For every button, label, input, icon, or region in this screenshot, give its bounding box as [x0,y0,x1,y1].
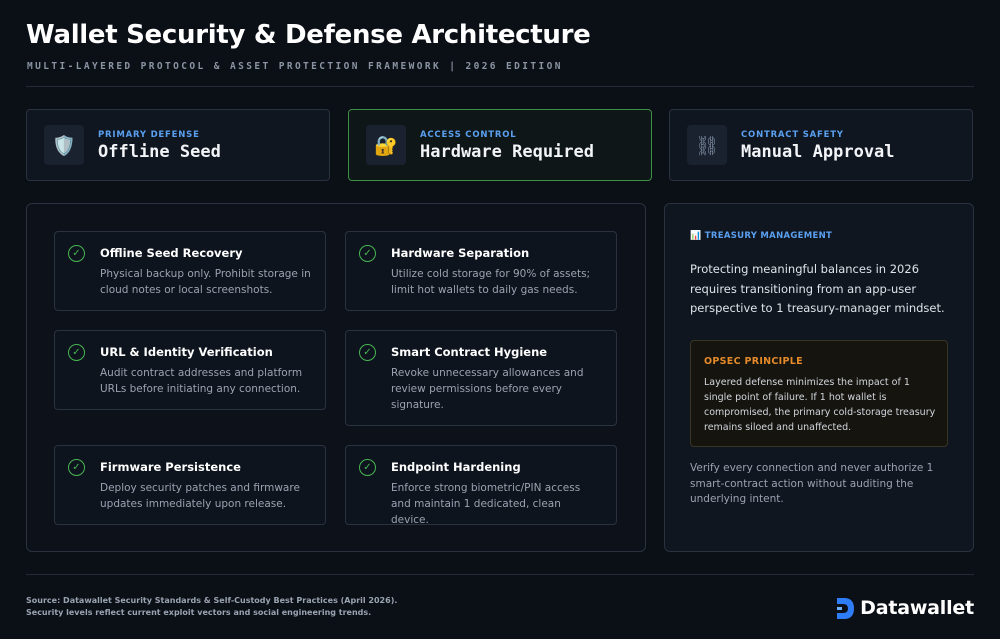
checklist-item-title: Offline Seed Recovery [100,246,243,260]
checklist-item-desc: Revoke unnecessary allowances and review permissions before every signature. [391,367,584,411]
opsec-box [690,340,948,447]
checklist-item [54,231,326,311]
chain-icon: ⛓ [687,125,727,165]
card-label: ACCESS CONTROL [420,130,517,140]
footer-divider [26,574,974,575]
card-label: CONTRACT SAFETY [741,130,844,140]
check-circle-icon: ✓ [68,245,85,262]
page-title: Wallet Security & Defense Architecture [26,20,591,50]
check-circle-icon: ✓ [359,344,376,361]
card-value: Hardware Required [420,142,594,162]
card-value: Offline Seed [98,142,221,162]
treasury-panel [664,203,974,552]
checklist-item-title: Endpoint Hardening [391,460,521,474]
card-access-control [348,109,652,181]
card-contract-safety [669,109,973,181]
shield-icon: 🛡️ [44,125,84,165]
check-circle-icon: ✓ [359,245,376,262]
card-value: Manual Approval [741,142,895,162]
checklist-item-desc: Audit contract addresses and platform URLs before initiating any connection. [100,367,303,395]
treasury-label [690,231,832,241]
checklist-item-title: Firmware Persistence [100,460,241,474]
checklist-item [345,231,617,311]
source-note [26,595,397,619]
opsec-title: OPSEC PRINCIPLE [704,356,803,367]
checklist-item-desc: Deploy security patches and firmware updates immediately upon release. [100,482,300,510]
source-line: Source: Datawallet Security Standards & Self-Custody Best Practices (April 2026). [26,596,398,605]
checklist-item-title: Hardware Separation [391,246,530,260]
card-label: PRIMARY DEFENSE [98,130,200,140]
treasury-footer: Verify every connection and never authorize 1 smart-contract action without auditing the underlying intent. [690,462,934,505]
check-circle-icon: ✓ [68,344,85,361]
source-line: Security levels reflect current exploit vectors and social engineering trends. [26,608,372,617]
logo-text: Datawallet [860,597,974,619]
card-primary-defense [26,109,330,181]
checklist-item [54,330,326,410]
treasury-label-text: TREASURY MANAGEMENT [704,231,833,241]
treasury-text: Protecting meaningful balances in 2026 requires transitioning from an app-user perspective to 1 treasury-manager mindset. [690,262,945,315]
checklist-item [345,445,617,525]
check-circle-icon: ✓ [359,459,376,476]
checklist-item-title: Smart Contract Hygiene [391,345,548,359]
datawallet-logo [837,597,974,619]
check-circle-icon: ✓ [68,459,85,476]
checklist-item [345,330,617,426]
datawallet-logo-icon [837,598,854,619]
checklist-item [54,445,326,525]
page-subtitle: MULTI-LAYERED PROTOCOL & ASSET PROTECTION FRAMEWORK | 2026 EDITION [27,61,563,72]
checklist-item-title: URL & Identity Verification [100,345,273,359]
checklist-panel [26,203,646,552]
bar-chart-icon: 📊 [690,231,702,241]
checklist-item-desc: Utilize cold storage for 90% of assets; limit hot wallets to daily gas needs. [391,268,591,296]
checklist-item-desc: Physical backup only. Prohibit storage in cloud notes or local screenshots. [100,268,311,296]
lock-key-icon: 🔐 [366,125,406,165]
opsec-text: Layered defense minimizes the impact of 1 single point of failure. If 1 hot wallet is compromised, the primary cold-storage treasury remains siloed and unaffected. [704,377,936,433]
checklist-item-desc: Enforce strong biometric/PIN access and maintain 1 dedicated, clean device. [391,482,581,526]
header-divider [26,86,974,87]
